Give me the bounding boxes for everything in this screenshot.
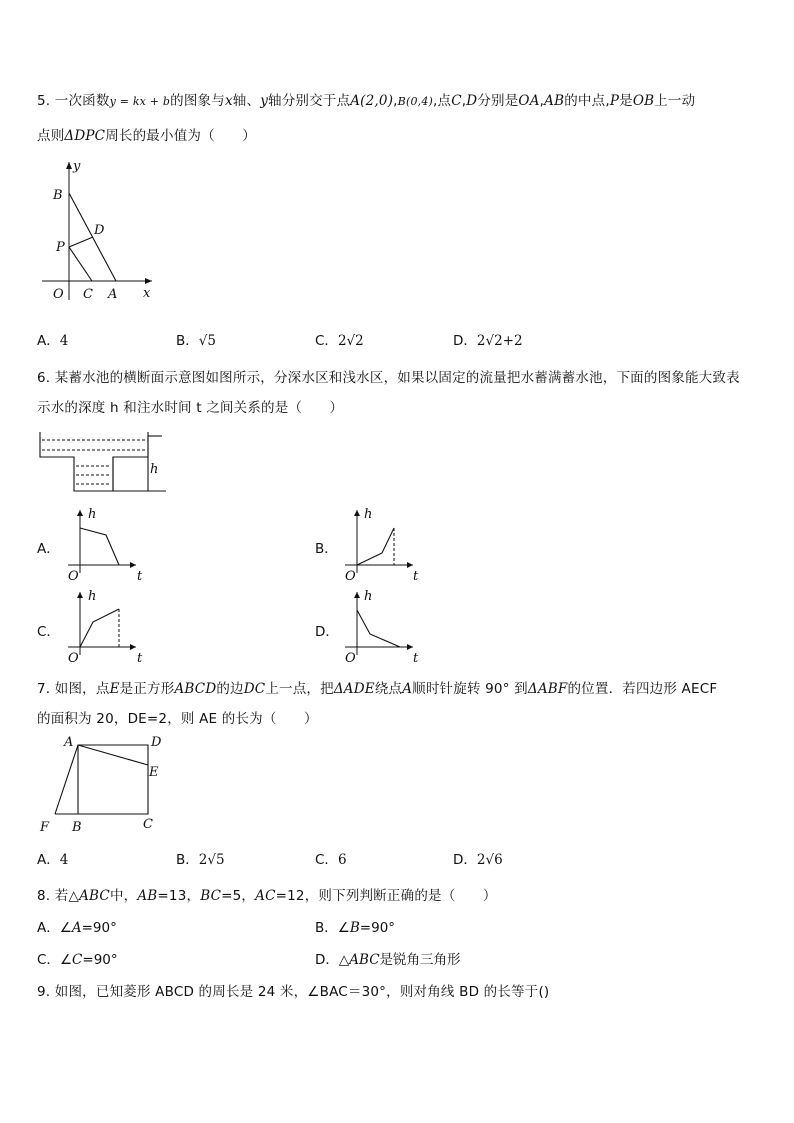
q8-option-a[interactable]: A．∠A=90°: [37, 920, 117, 936]
q6-line2: 示水的深度 h 和注水时间 t 之间关系的是（ ）: [37, 400, 344, 416]
q7-label-f: F: [40, 820, 50, 835]
q5-option-d[interactable]: D．2√2+2: [453, 333, 523, 349]
svg-text:h: h: [364, 589, 373, 604]
q9-line1: 9. 如图，已知菱形 ABCD 的周长是 24 米，∠BAC＝30°，则对角线 BD 的长等于(): [37, 984, 550, 1000]
q5-label-b: B: [53, 188, 63, 203]
svg-text:t: t: [137, 651, 143, 666]
q8-line1: 8. 若△ABC中，AB=13，BC=5，AC=12，则下列判断正确的是（ ）: [37, 888, 497, 904]
q6-option-a-label: A．: [37, 541, 60, 557]
q9-number: 9.: [37, 984, 51, 1000]
q7-option-c[interactable]: C．6: [315, 852, 347, 868]
q5-label-x: x: [143, 286, 151, 301]
q8-option-b[interactable]: B．∠B=90°: [315, 920, 396, 936]
svg-text:t: t: [413, 569, 419, 584]
q7-line1: 7. 如图，点E是正方形ABCD的边DC上一点，把ΔADE绕点A顺时针旋转 90° 到ΔABF的位置．若四边形 AECF: [37, 681, 718, 697]
q7-label-a: A: [64, 735, 74, 750]
q6-option-d-label: D．: [315, 624, 339, 640]
q5-label-o: O: [53, 287, 64, 302]
q5-option-a[interactable]: A．4: [37, 333, 69, 349]
svg-text:h: h: [88, 507, 97, 522]
q8-option-d[interactable]: D．△ABC是锐角三角形: [315, 952, 461, 968]
svg-text:O: O: [68, 569, 79, 584]
svg-text:h: h: [88, 589, 97, 604]
svg-text:t: t: [413, 651, 419, 666]
q5-label-a: A: [108, 287, 118, 302]
q6-option-c-label: C．: [37, 624, 60, 640]
q8-number: 8.: [37, 888, 51, 904]
q7-segment-ae: [78, 745, 148, 765]
q7-segment-af: [55, 745, 78, 814]
svg-text:O: O: [345, 651, 356, 666]
q5-option-b[interactable]: B．√5: [176, 333, 216, 349]
q8-option-c[interactable]: C．∠C=90°: [37, 952, 118, 968]
q5-label-d: D: [94, 223, 105, 238]
q5-number: 5.: [37, 93, 51, 109]
q7-line2: 的面积为 20，DE=2，则 AE 的长为（ ）: [37, 711, 318, 727]
q5-label-c: C: [83, 287, 93, 302]
q7-option-a[interactable]: A．4: [37, 852, 69, 868]
svg-text:t: t: [137, 569, 143, 584]
q5-option-c[interactable]: C．2√2: [315, 333, 364, 349]
q5-line1: 5. 一次函数y = kx + b的图象与x轴、y轴分别交于点A(2,0),B(0,4),点C,D分别是OA,AB的中点,P是OB上一动: [37, 93, 696, 109]
svg-text:O: O: [345, 569, 356, 584]
q6-number: 6.: [37, 370, 51, 386]
q7-label-e: E: [149, 765, 159, 780]
q6-option-b-label: B．: [315, 541, 338, 557]
q7-option-b[interactable]: B．2√5: [176, 852, 225, 868]
q6-line1: 6. 某蓄水池的横断面示意图如图所示，分深水区和浅水区，如果以固定的流量把水蓄满蓄水池，下面的图象能大致表: [37, 370, 740, 386]
q7-label-c: C: [143, 817, 153, 832]
svg-text:h: h: [364, 507, 373, 522]
q5-label-p: P: [56, 240, 65, 255]
q5-label-y: y: [73, 159, 81, 174]
svg-text:O: O: [68, 651, 79, 666]
q7-option-d[interactable]: D．2√6: [453, 852, 503, 868]
q6-label-h: h: [150, 462, 159, 477]
q7-label-b: B: [72, 820, 82, 835]
q7-label-d: D: [151, 735, 162, 750]
q5-line2: 点则ΔDPC周长的最小值为（ ）: [37, 128, 256, 144]
q7-number: 7.: [37, 681, 51, 697]
